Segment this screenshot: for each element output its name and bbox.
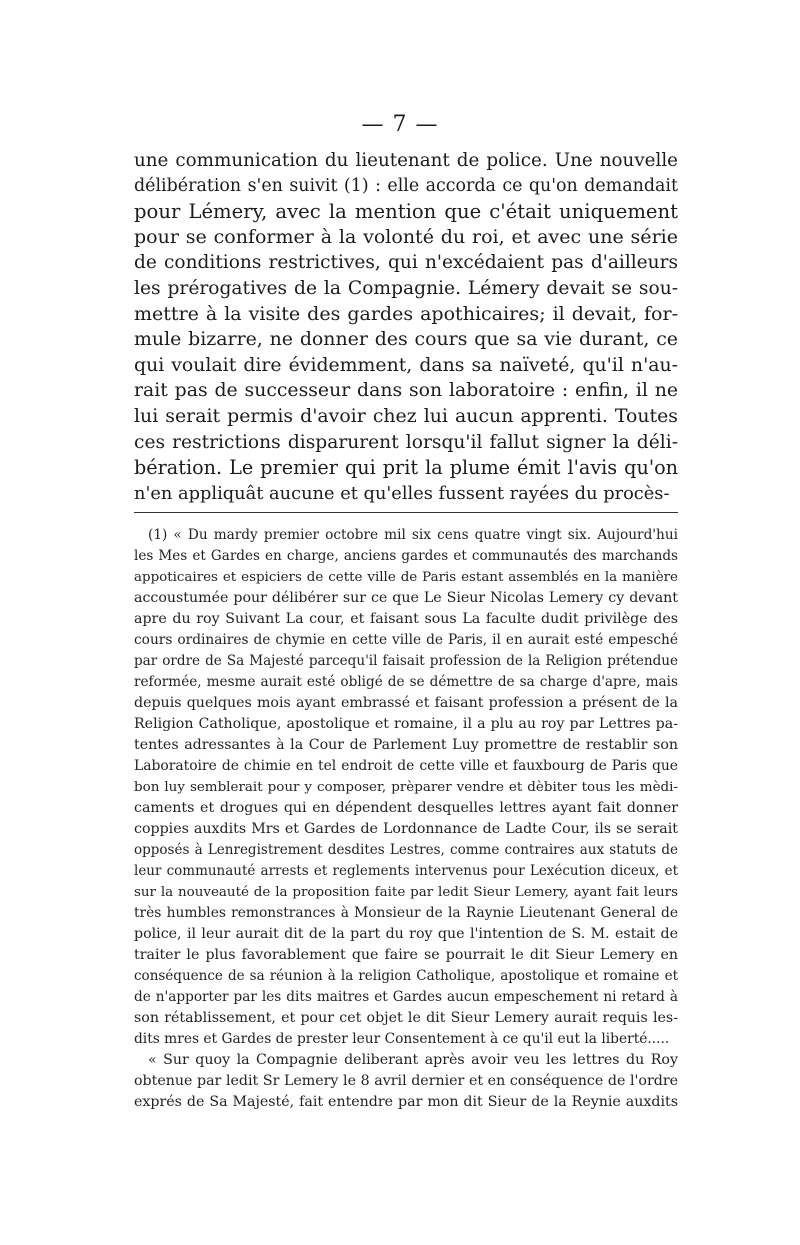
body-line: ces restrictions disparurent lorsqu'il fallut signer la déli- [134,431,678,453]
footnote-line: accoustumée pour délibérer sur ce que Le Sieur Nicolas Lemery cy devant [134,590,678,606]
footnote-line: très humbles remonstrances à Monsieur de la Raynie Lieutenant General de [134,905,678,921]
body-line: mule bizarre, ne donner des cours que sa vie durant, ce [134,328,678,351]
footnote-line: coppies auxdits Mrs et Gardes de Lordonnance de Ladte Cour, ils se serait [134,821,678,837]
footnote-line: obtenue par ledit Sr Lemery le 8 avril dernier et en conséquence de l'ordre [134,1073,678,1089]
body-line: qui voulait dire évidemment, dans sa naïveté, qu'il n'au- [134,354,678,376]
body-line: bération. Le premier qui prit la plume émit l'avis qu'on [134,456,678,480]
footnote-line: exprés de Sa Majesté, fait entendre par mon dit Sieur de la Reynie auxdits [134,1094,678,1110]
footnote-line: par ordre de Sa Majesté parcequ'il faisait profession de la Religion prétendue [134,653,678,669]
footnote-line: dits mres et Gardes de prester leur Consentement à ce qu'il eut la liberté..... [134,1031,670,1047]
footnote-line: cours ordinaires de chymie en cette ville de Paris, il en aurait esté empesché [134,632,678,648]
body-line: une communication du lieutenant de police. Une nouvelle [134,150,678,171]
footnote-line: appoticaires et espiciers de cette ville de Paris estant assemblés en la manière [134,570,678,585]
footnote-line: depuis quelques mois ayant embrassé et faisant profession a présent de la [134,695,678,711]
footnote-line: traiter le plus favorablement que faire se pourrait le dit Sieur Lemery en [134,947,678,963]
footnote-separator [134,512,678,513]
footnote-line: bon luy semblerait pour y composer, prèparer vendre et dèbiter tous les mèdi- [134,780,678,795]
footnote-line: caments et drogues qui en dépendent desquelles lettres ayant fait donner [134,800,678,816]
body-line: de conditions restrictives, qui n'excédaient pas d'ailleurs [134,252,678,274]
body-line: n'en appliquât aucune et qu'elles fussent rayées du procès- [134,482,670,504]
body-line: lui serait permis d'avoir chez lui aucun apprenti. Toutes [134,404,678,427]
footnote-line: de n'apporter par les dits maitres et Gardes aucun empeschement ni retard à [134,989,678,1005]
footnote-line: opposés à Lenregistrement desdites Lestres, comme contraires aux statuts de [134,842,678,858]
footnote-line: les Mes et Gardes en charge, anciens gardes et communautés des marchands [134,548,678,564]
footnote-line: « Sur quoy la Compagnie deliberant après avoir veu les lettres du Roy [148,1052,678,1068]
body-line: pour Lémery, avec la mention que c'était uniquement [134,200,678,224]
footnote-line: (1) « Du mardy premier octobre mil six cens quatre vingt six. Aujourd'hui [148,527,678,543]
body-text [134,148,678,506]
footnote-line: Laboratoire de chimie en tel endroit de cette ville et fauxbourg de Paris que [134,758,678,774]
footnote-line: Religion Catholique, apostolique et romaine, il a plu au roy par Lettres pa- [134,716,678,732]
body-line: mettre à la visite des gardes apothicaires; il devait, for- [134,302,678,325]
page-number: — 7 — [361,112,439,137]
body-line: les prérogatives de la Compagnie. Lémery devait se sou- [134,277,678,299]
footnote-line: apre du roy Suivant La cour, et faisant sous La faculte dudit privilège des [134,611,678,627]
footnote-line: reformée, mesme aurait esté obligé de se démettre de sa charge d'apre, mais [134,674,678,690]
footnote-line: conséquence de sa réunion à la religion Catholique, apostolique et romaine et [134,968,678,984]
footnote-line: son rétablissement, et pour cet objet le dit Sieur Lemery aurait requis les- [134,1010,678,1026]
body-line: délibération s'en suivit (1) : elle accorda ce qu'on demandait [134,175,678,196]
footnote-line: sur la nouveauté de la proposition faite par ledit Sieur Lemery, ayant fait leurs [134,885,678,900]
footnote-line: police, il leur aurait dit de la part du roy que l'intention de S. M. estait de [134,926,678,942]
footnote [134,525,678,1113]
footnote-line: tentes adressantes à la Cour de Parlement Luy promettre de restablir son [134,737,678,753]
footnote-line: leur communauté arrests et reglements intervenus pour Lexécution diceux, et [134,863,678,879]
body-line: rait pas de successeur dans son laboratoire : enfin, il ne [134,380,678,402]
body-line: pour se conformer à la volonté du roi, et avec une série [134,225,678,248]
